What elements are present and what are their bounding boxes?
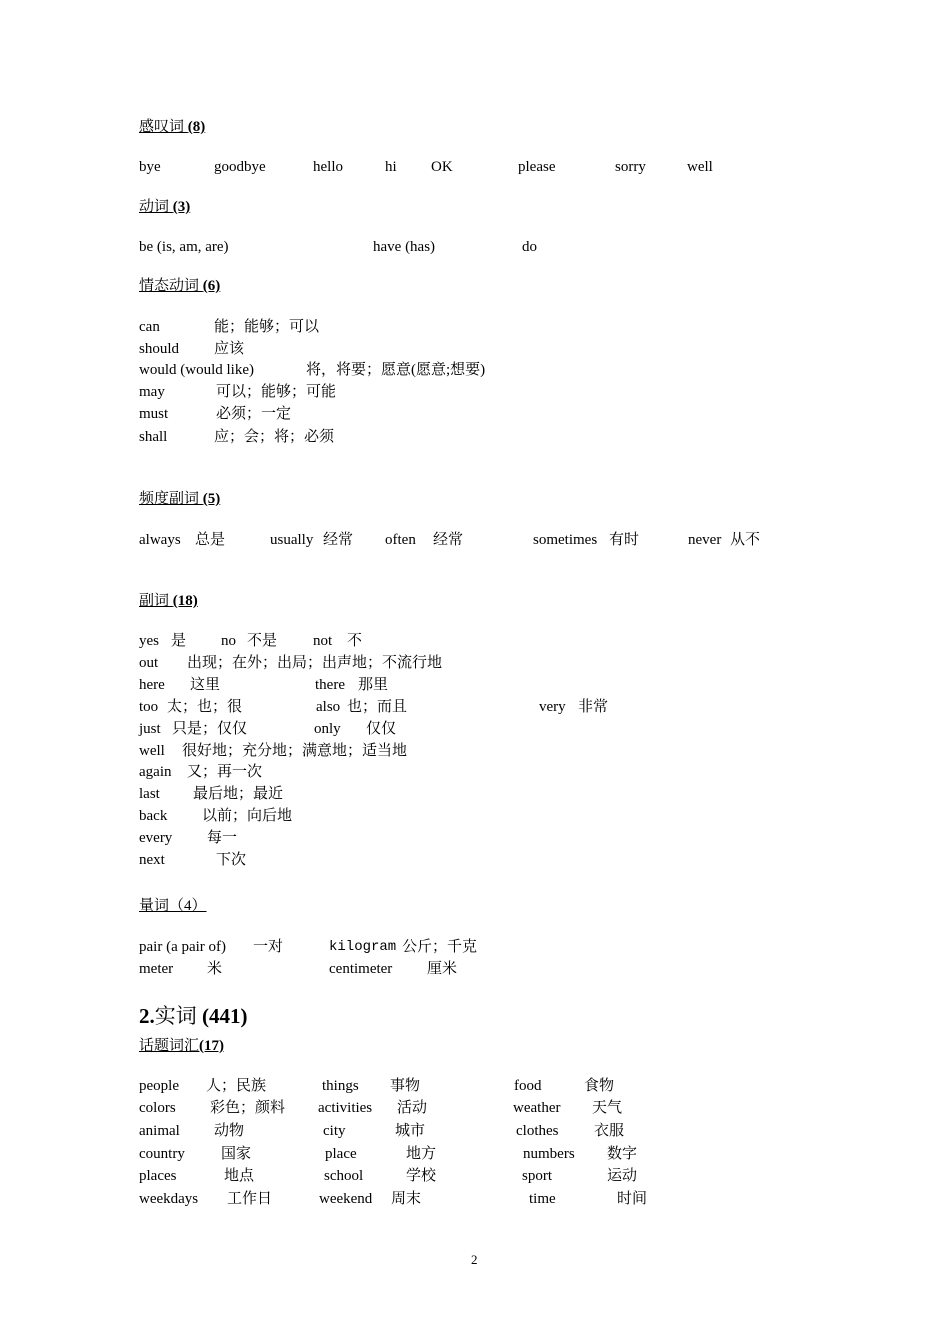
meaning: 从不 — [730, 532, 761, 548]
word: clothes — [516, 1123, 559, 1139]
section-heading-modal-verbs — [139, 277, 220, 295]
meaning: 天气 — [592, 1100, 623, 1116]
meaning: 那里 — [358, 677, 389, 693]
word: always — [139, 532, 181, 548]
meaning: 仅仅 — [366, 721, 397, 737]
meaning: 以前；向后地 — [202, 808, 293, 824]
word: here — [139, 677, 165, 693]
meaning: 动物 — [214, 1123, 245, 1139]
word: just — [139, 721, 161, 737]
word: bye — [139, 159, 161, 175]
word: only — [314, 721, 341, 737]
word: place — [325, 1146, 357, 1162]
meaning: 经常 — [323, 532, 354, 548]
meaning: 是 — [171, 633, 187, 649]
word: weekdays — [139, 1191, 199, 1207]
meaning: 彩色；颜料 — [210, 1100, 286, 1116]
word: country — [139, 1146, 185, 1162]
word: pair (a pair of) — [139, 939, 227, 955]
section-heading-verbs — [139, 198, 190, 216]
meaning: 应；会；将；必须 — [214, 429, 335, 445]
title-count: (441) — [202, 1004, 248, 1028]
word: OK — [431, 159, 453, 175]
word: colors — [139, 1100, 176, 1116]
word: time — [529, 1191, 556, 1207]
word: usually — [270, 532, 314, 548]
word: have (has) — [373, 239, 436, 255]
meaning: 时间 — [617, 1191, 648, 1207]
word: shall — [139, 429, 168, 445]
meaning: 太；也；很 — [167, 699, 243, 715]
heading-count: (18) — [172, 593, 198, 609]
word: activities — [318, 1100, 373, 1116]
word: meter — [139, 961, 174, 977]
word: there — [315, 677, 345, 693]
word: not — [313, 633, 333, 649]
word: very — [539, 699, 566, 715]
meaning: 也；而且 — [347, 699, 408, 715]
word: out — [139, 655, 159, 671]
meaning: 地点 — [224, 1168, 255, 1184]
meaning: 每一 — [207, 830, 238, 846]
word: please — [518, 159, 556, 175]
word: yes — [139, 633, 159, 649]
word: sometimes — [533, 532, 598, 548]
meaning: 又；再一次 — [187, 764, 263, 780]
word: hello — [313, 159, 343, 175]
word: may — [139, 384, 165, 400]
word: again — [139, 764, 172, 780]
heading-count: (8) — [187, 119, 206, 135]
section-heading-interjections — [139, 118, 205, 136]
word: places — [139, 1168, 177, 1184]
meaning: 总是 — [195, 532, 226, 548]
meaning: 只是；仅仅 — [172, 721, 248, 737]
word: sorry — [615, 159, 646, 175]
meaning: 不 — [347, 633, 363, 649]
meaning: 活动 — [397, 1100, 428, 1116]
word: well — [687, 159, 713, 175]
meaning: 地方 — [406, 1146, 437, 1162]
word: next — [139, 852, 165, 868]
heading-text: 感叹词 — [139, 119, 185, 135]
word: can — [139, 319, 160, 335]
heading-count: (17) — [199, 1038, 225, 1054]
heading-text: 话题词汇 — [139, 1038, 200, 1054]
meaning: 城市 — [395, 1123, 426, 1139]
meaning: 能；能够；可以 — [214, 319, 320, 335]
title-text: 实词 — [154, 1004, 197, 1028]
word: weather — [513, 1100, 561, 1116]
meaning: 食物 — [584, 1078, 615, 1094]
word: centimeter — [329, 961, 393, 977]
word: weekend — [319, 1191, 373, 1207]
word: do — [522, 239, 537, 255]
word: food — [514, 1078, 542, 1094]
word: people — [139, 1078, 179, 1094]
word: goodbye — [214, 159, 266, 175]
meaning: 人；民族 — [206, 1078, 267, 1094]
page-number: 2 — [471, 1252, 478, 1267]
heading-count: (6) — [202, 278, 221, 294]
meaning: 下次 — [216, 852, 247, 868]
word: school — [324, 1168, 364, 1184]
word: kilogram — [329, 939, 397, 955]
meaning: 非常 — [578, 699, 609, 715]
meaning: 可以；能够；可能 — [216, 384, 337, 400]
section-heading-topic-vocab — [139, 1037, 224, 1055]
word: things — [322, 1078, 359, 1094]
meaning: 衣服 — [594, 1123, 625, 1139]
word: be (is, am, are) — [139, 239, 229, 255]
meaning: 不是 — [247, 633, 278, 649]
word: never — [688, 532, 722, 548]
meaning: 公斤；千克 — [402, 939, 478, 955]
word: animal — [139, 1123, 180, 1139]
meaning: 最后地；最近 — [193, 786, 284, 802]
word: numbers — [523, 1146, 575, 1162]
heading-text: 副词 — [139, 593, 170, 609]
meaning: 学校 — [406, 1168, 437, 1184]
heading-text: 动词 — [139, 199, 170, 215]
word: also — [316, 699, 341, 715]
meaning: 工作日 — [227, 1191, 273, 1207]
word: hi — [385, 159, 397, 175]
word: no — [221, 633, 236, 649]
word: too — [139, 699, 159, 715]
word: often — [385, 532, 416, 548]
heading-text: 情态动词 — [139, 278, 200, 294]
meaning: 周末 — [391, 1191, 422, 1207]
title-number: 2. — [139, 1004, 155, 1028]
word: sport — [522, 1168, 552, 1184]
meaning: 将，将要；愿意(愿意;想要) — [306, 362, 486, 378]
section-heading-frequency-adverbs — [139, 490, 220, 508]
word: city — [323, 1123, 346, 1139]
meaning: 国家 — [221, 1146, 252, 1162]
meaning: 这里 — [190, 677, 221, 693]
meaning: 应该 — [214, 341, 245, 357]
word: would (would like) — [139, 362, 254, 378]
word: every — [139, 830, 173, 846]
meaning: 经常 — [433, 532, 464, 548]
meaning: 很好地；充分地；满意地；适当地 — [182, 743, 408, 759]
word: must — [139, 406, 169, 422]
word: back — [139, 808, 168, 824]
heading-count: (3) — [172, 199, 191, 215]
word: last — [139, 786, 160, 802]
meaning: 出现；在外；出局；出声地；不流行地 — [187, 655, 443, 671]
heading-count: (5) — [202, 491, 221, 507]
meaning: 米 — [207, 961, 223, 977]
meaning: 有时 — [609, 532, 640, 548]
meaning: 事物 — [390, 1078, 421, 1094]
section-title-content-words — [139, 1003, 248, 1029]
section-heading-adverbs — [139, 592, 198, 610]
word: well — [139, 743, 165, 759]
meaning: 厘米 — [427, 961, 458, 977]
heading-text: 频度副词 — [139, 491, 200, 507]
meaning: 必须；一定 — [216, 406, 292, 422]
word: should — [139, 341, 180, 357]
meaning: 运动 — [607, 1168, 638, 1184]
meaning: 数字 — [607, 1146, 638, 1162]
meaning: 一对 — [253, 939, 284, 955]
section-heading-measure-words: 量词（4） — [139, 898, 207, 914]
